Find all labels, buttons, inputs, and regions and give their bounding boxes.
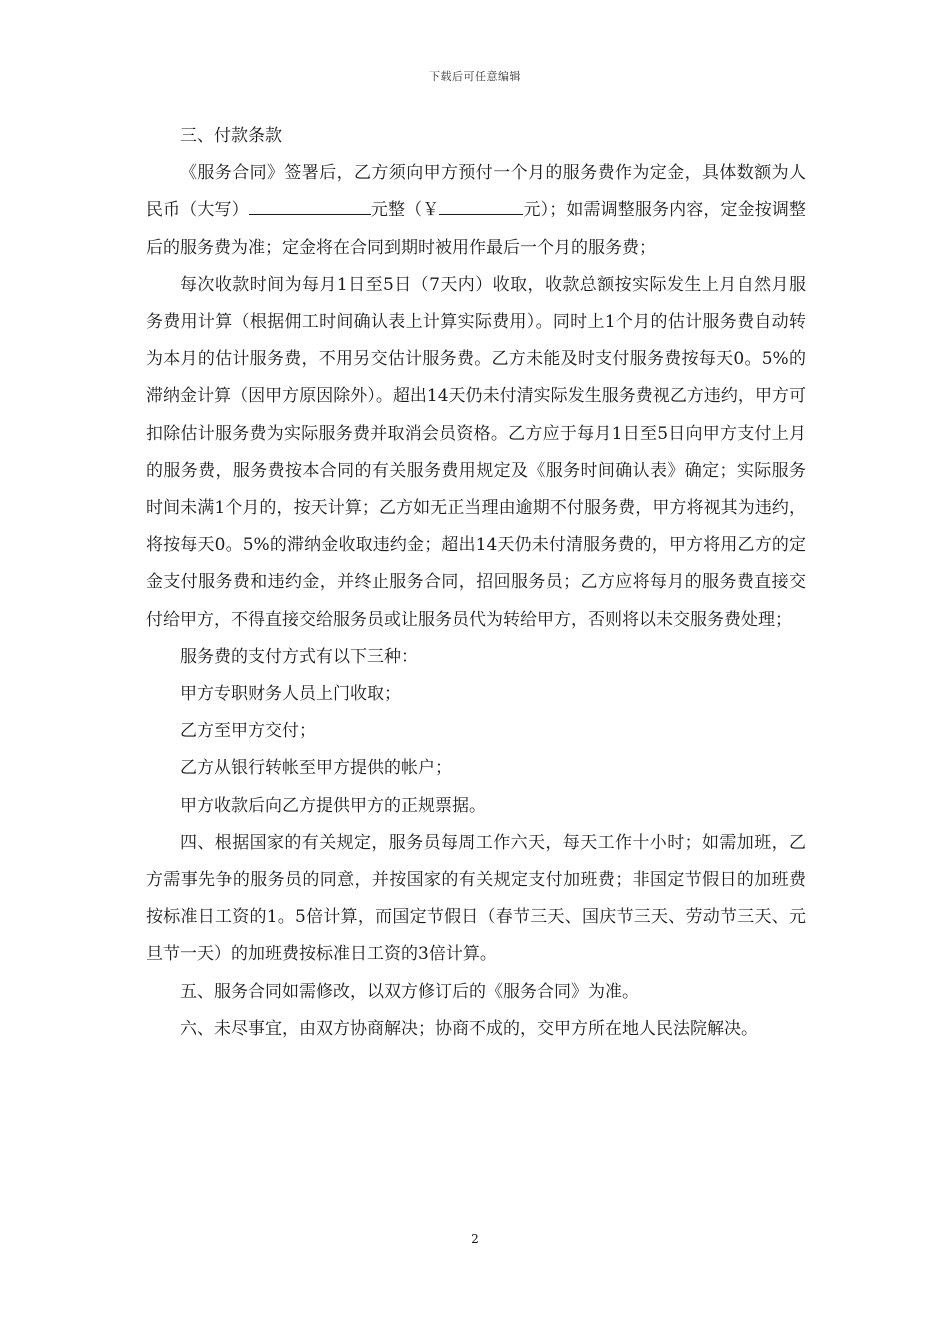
page-header: 下载后可任意编辑 xyxy=(429,70,521,83)
deposit-text-2: 元整（￥ xyxy=(370,200,440,221)
page-number: 2 xyxy=(471,1232,479,1246)
document-body xyxy=(146,118,806,1048)
paragraph-payment-methods-intro: 服务费的支付方式有以下三种： xyxy=(180,646,418,667)
section-disputes: 六、未尽事宜，由双方协商解决；协商不成的，交甲方所在地人民法院解决。 xyxy=(180,1018,758,1039)
paragraph-collection: 每次收款时间为每月1日至5日（7天内）收取，收款总额按实际发生上月自然月服务费用计算（根据佣工时间确认表上计算实际费用）。同时上1个月的估计服务费自动转为本月的估计服务费，不用另交估计服务费。乙方未能及时支付服务费按每天0。5%的滞纳金计算（因甲方原因除外）。超出14天仍未付清实际发生服务费视乙方违约，甲方可扣除估计服务费为实际服务费并取消会员资格。乙方应于每月1日至5日向甲方支付上月的服务费，服务费按本合同的有关服务费用规定及《服务时间确认表》确定；实际服务时间未满1个月的，按天计算；乙方如无正当理由逾期不付服务费，甲方将视其为违约，将按每天0。5%的滞纳金收取违约金；超出14天仍未付清服务费的，甲方将用乙方的定金支付服务费和违约金，并终止服务合同，招回服务员；乙方应将每月的服务费直接交付给甲方，不得直接交给服务员或让服务员代为转给甲方，否则将以未交服务费处理； xyxy=(146,274,806,630)
section-amendments: 五、服务合同如需修改，以双方修订后的《服务合同》为准。 xyxy=(180,981,639,1002)
deposit-text-1: 《服务合同》签署后，乙方须向甲方预付一个月的服务费作为定金，具体数额为人民币（大写） xyxy=(146,163,806,221)
paragraph-receipt: 甲方收款后向乙方提供甲方的正规票据。 xyxy=(180,795,486,816)
deposit-text-3: 元）；如需调整服务内容，定金按调整后的服务费为准；定金将在合同到期时被用作最后一个月的服务费； xyxy=(146,200,806,258)
section-heading-payment-terms: 三、付款条款 xyxy=(180,126,282,146)
amount-in-words-blank[interactable] xyxy=(249,192,371,215)
paragraph-deposit xyxy=(146,155,806,267)
payment-method-item: 乙方从银行转帐至甲方提供的帐户； xyxy=(180,758,452,779)
amount-in-figures-blank[interactable] xyxy=(439,192,523,215)
payment-method-item: 乙方至甲方交付； xyxy=(180,721,316,742)
section-working-hours: 四、根据国家的有关规定，服务员每周工作六天，每天工作十小时；如需加班，乙方需事先争的服务员的同意，并按国家的有关规定支付加班费；非国定节假日的加班费按标准日工资的1。5倍计算，而国定节假日（春节三天、国庆节三天、劳动节三天、元旦节一天）的加班费按标准日工资的3倍计算。 xyxy=(146,832,806,965)
payment-method-item: 甲方专职财务人员上门收取； xyxy=(180,684,401,705)
